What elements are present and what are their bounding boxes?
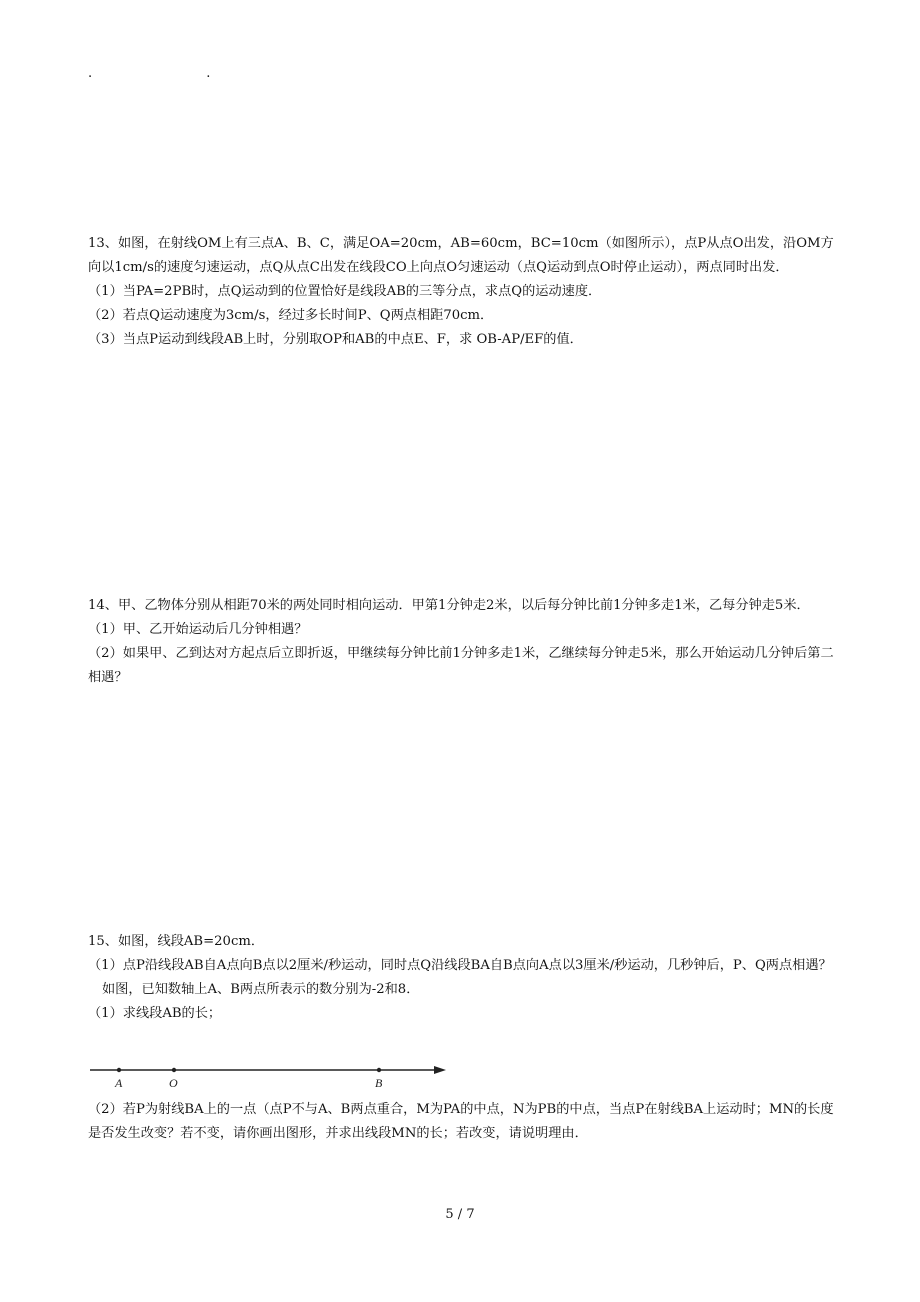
question-13-part-3: （3）当点P运动到线段AB上时，分别取OP和AB的中点E、F，求 OB-AP/EF的值． [88,332,583,347]
question-14-part-1: （1）甲、乙开始运动后几分钟相遇？ [88,622,308,637]
question-13-part-1: （1）当PA=2PB时，点Q运动到的位置恰好是线段AB的三等分点，求点Q的运动速度． [88,284,602,299]
point-b-label: B [375,1076,383,1090]
number-line-figure [88,1062,458,1092]
question-13 [88,232,836,352]
question-15-part-1: （1）点P沿线段AB自A点向B点以2厘米/秒运动，同时点Q沿线段BA自B点向A点以3厘米/秒运动，几秒钟后，P、Q两点相遇？ [88,958,832,973]
question-15-continued [88,1098,836,1146]
point-a-mark [117,1068,121,1072]
question-15-part-3: （2）若P为射线BA上的一点（点P不与A、B两点重合，M为PA的中点，N为PB的中点，当点P在射线BA上运动时；MN的长度是否发生改变？若不变，请你画出图形，并求出线段MN的长；若改变，请说明理由． [88,1102,834,1141]
question-13-stem: 13、如图，在射线OM上有三点A、B、C，满足OA=20cm，AB=60cm，BC=10cm（如图所示），点P从点O出发，沿OM方向以1cm/s的速度匀速运动，点Q从点C出发在线段CO上向点O匀速运动（点Q运动到点O时停止运动），两点同时出发． [88,236,834,275]
point-o-label: O [169,1076,178,1090]
question-15-intro: 如图，已知数轴上A、B两点所表示的数分别为-2和8． [102,982,420,997]
question-14-part-2: （2）如果甲、乙到达对方起点后立即折返，甲继续每分钟比前1分钟多走1米，乙继续每分钟走5米，那么开始运动几分钟后第二相遇？ [88,646,834,685]
number-line-arrow [434,1066,446,1074]
question-15 [88,930,836,1026]
question-13-part-2: （2）若点Q运动速度为3cm/s，经过多长时间P、Q两点相距70cm． [88,308,494,323]
header-dot-left: . [88,66,93,81]
question-14 [88,594,836,690]
question-14-stem: 14、甲、乙物体分别从相距70米的两处同时相向运动．甲第1分钟走2米，以后每分钟比前1分钟多走1米，乙每分钟走5米． [88,598,810,613]
question-15-part-2: （1）求线段AB的长； [88,1006,222,1021]
question-15-stem: 15、如图，线段AB=20cm． [88,934,265,949]
point-a-label: A [115,1076,123,1090]
point-o-mark [172,1068,176,1072]
header-dots [88,66,210,81]
point-b-mark [377,1068,381,1072]
page-number: 5 / 7 [445,1207,475,1222]
header-dot-right: . [206,66,211,81]
